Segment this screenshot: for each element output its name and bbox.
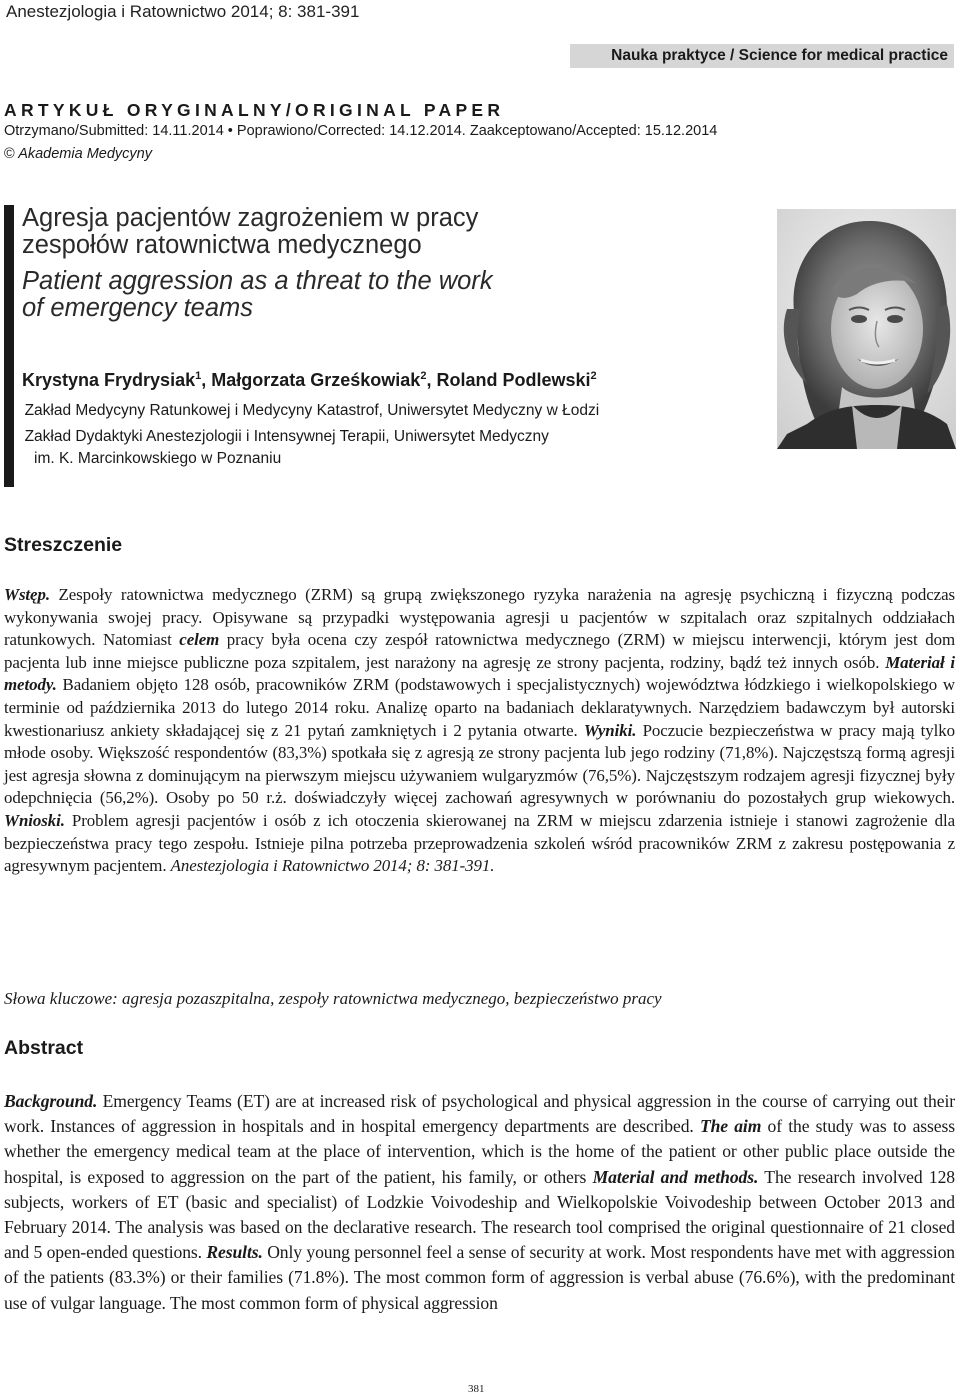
abstract-text: of the study was to assess whether the emergency medical team at the place of intervention, which is the home of the patient or other public place outside the hospital, is exposed to aggression on the part of the patient, his family, or others: [4, 1116, 955, 1187]
author-list: [22, 370, 597, 391]
streszczenie-label: Wnioski.: [4, 810, 65, 830]
author-affiliation-mark: 2: [590, 370, 597, 382]
streszczenie-paragraph: [4, 584, 955, 878]
streszczenie-text: pracy była ocena czy zespół ratownictwa medycznego (ZRM) w miejscu interwencji, którym jest dom pacjenta lub inne miejsce publiczne poza szpitalem, jest narażony na agresję ze strony pacjenta, rodziny, bądź też innych osób.: [4, 630, 955, 672]
streszczenie-text: Badaniem objęto 128 osób, pracowników ZRM (podstawowych i specjalistycznych) województwa łódzkiego i wielkopolskiego w terminie od października 2013 do lutego 2014 roku. Analizę oparto na badaniach deklaratywnych. Narzędziem badawczym był autorski kwestionariusz ankiety składającej się z 21 pytań zamkniętych i 2 pytania otwarte.: [4, 675, 955, 740]
affiliation-2: [7, 422, 747, 447]
affiliation-1: [7, 396, 747, 421]
affiliation-text: Zakład Medycyny Ratunkowej i Medycyny Katastrof, Uniwersytet Medyczny w Łodzi: [24, 402, 600, 420]
author-name: Małgorzata Grześkowiak: [211, 370, 421, 390]
author-separator: ,: [201, 370, 212, 390]
abstract-heading: Abstract: [4, 1037, 84, 1059]
streszczenie-label: celem: [179, 630, 220, 650]
abstract-text: Only young personnel feel a sense of security at work. Most respondents have met with aggression of the patients (83.3%) or their families (71.8%). The most common form of aggression is verbal abuse (76.6%), with the predominant use of vulgar language. The most common form of physical aggression: [4, 1242, 955, 1313]
author-separator: ,: [426, 370, 437, 390]
abstract-label: The aim: [699, 1116, 762, 1137]
abstract-label: Results.: [206, 1242, 263, 1263]
keywords: Słowa kluczowe: agresja pozaszpitalna, zespoły ratownictwa medycznego, bezpieczeństwo pracy: [4, 989, 662, 1008]
streszczenie-citation: Anestezjologia i Ratownictwo 2014; 8: 381-391.: [170, 856, 495, 876]
author-affiliation-mark: 1: [195, 370, 202, 382]
abstract-paragraph: [4, 1089, 955, 1316]
streszczenie-label: Wyniki.: [583, 720, 637, 740]
journal-citation-header: Anestezjologia i Ratownictwo 2014; 8: 381-391: [6, 2, 360, 21]
streszczenie-label: Materiał i metody.: [4, 652, 955, 695]
streszczenie-heading: Streszczenie: [4, 534, 123, 556]
affiliation-2-continued: im. K. Marcinkowskiego w Poznaniu: [34, 450, 282, 467]
abstract-label: Background.: [4, 1091, 98, 1111]
author-photo: [777, 209, 956, 449]
title-english-line: Patient aggression as a threat to the work: [22, 267, 493, 295]
title-english: [22, 268, 742, 322]
page-number: 381: [468, 1383, 485, 1395]
abstract-body: [4, 1089, 955, 1316]
streszczenie-text: Poczucie bezpieczeństwa w pracy mają tylko młode osoby. Większość respondentów (83,3%) spotkała się z agresją ze strony pacjenta lub jego rodziny (71,8%). Najczęstszą formą agresji jest agresja słowna z dominującym na pierwszym miejscu używaniem wulgaryzmów (76,5%). Najczęstszym rodzajem agresji fizycznej były odepchnięcia (56,2%). Osoby po 50 r.ż. doświadczyły więcej zachowań agresywnych w porównaniu do pozostałych grup wiekowych.: [4, 720, 955, 808]
streszczenie-body: [4, 584, 955, 878]
author-name: Roland Podlewski: [436, 370, 591, 390]
submission-dates: Otrzymano/Submitted: 14.11.2014 • Poprawiono/Corrected: 14.12.2014. Zaakceptowano/Accepted: 15.12.2014: [4, 123, 718, 139]
abstract-label: Material and methods.: [592, 1166, 759, 1187]
affiliation-text: Zakład Dydaktyki Anestezjologii i Intensywnej Terapii, Uniwersytet Medyczny: [24, 428, 549, 446]
streszczenie-text: Problem agresji pacjentów i osób z ich otoczenia skierowanej na ZRM w miejscu zdarzenia istnieje i stanowi zagrożenie dla bezpieczeństwa pracy tego zespołu. Istnieje pilna potrzeba przeprowadzenia szkoleń wśród pracowników ZRM z zakresu postępowania z agresywnym pacjentem.: [4, 810, 955, 876]
streszczenie-text: Zespoły ratownictwa medycznego (ZRM) są grupą zwiększonego ryzyka narażenia na agresję psychiczną i fizyczną podczas wykonywania swojej pracy. Opisywane są przypadki występowania agresji u pacjentów w szpitalach oraz szpitalnych oddziałach ratunkowych. Natomiast: [4, 585, 955, 650]
author-affiliation-mark: 2: [420, 370, 427, 382]
affiliation-number: 1: [7, 401, 13, 412]
section-tag: Nauka praktyce / Science for medical practice: [570, 44, 954, 68]
title-polish: [22, 205, 742, 259]
title-polish-line: Agresja pacjentów zagrożeniem w pracy: [22, 204, 479, 232]
article-type: ARTYKUŁ ORYGINALNY/ORIGINAL PAPER: [4, 100, 505, 120]
abstract-text: Emergency Teams (ET) are at increased risk of psychological and physical aggression in the course of carrying out their work. Instances of aggression in hospitals and in hospital emergency departments are described.: [4, 1091, 955, 1137]
streszczenie-label: Wstęp.: [4, 585, 50, 604]
abstract-text: The research involved 128 subjects, workers of ET (basic and specialist) of Lodzkie Voivodeship and Wielkopolskie Voivodeship between October 2013 and February 2014. The analysis was based on the declarative research. The research tool comprised the original questionnaire of 21 closed and 5 open-ended questions.: [4, 1166, 956, 1263]
copyright-holder: Akademia Medycyny: [18, 146, 152, 162]
title-english-line: of emergency teams: [22, 294, 254, 322]
copyright-symbol: ©: [4, 146, 15, 162]
copyright-line: [4, 146, 152, 162]
affiliation-number: 2: [7, 427, 13, 438]
author-name: Krystyna Frydrysiak: [22, 370, 196, 390]
title-polish-line: zespołów ratownictwa medycznego: [22, 231, 422, 259]
